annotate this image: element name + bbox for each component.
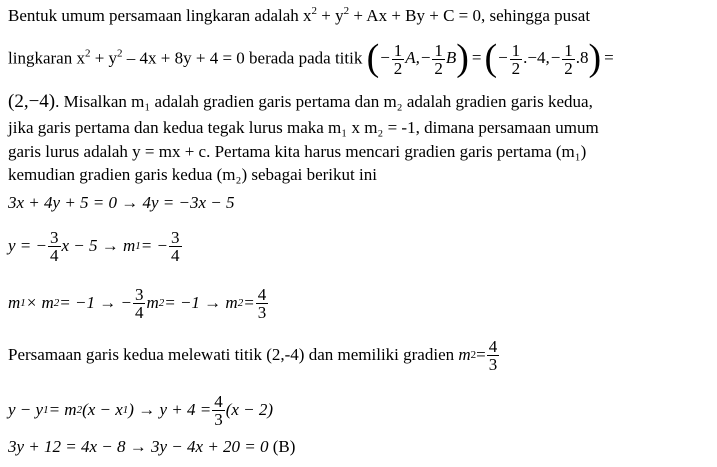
text-line-persamaan: Persamaan garis kedua melewati titik (2,-4) dan memiliki gradien m 2 = $\frac{4}{3}$ (8, 336, 498, 374)
fraction: $\frac{3}{4}$ (171, 227, 180, 265)
fraction: $\frac{1}{2}$ (564, 41, 573, 78)
equation-4: y − y 1 = m 2 (x − x 1 ) → y + 4 = $\frac{4}{3}$ (x − 2) (8, 391, 274, 429)
text-line-6: kemudian gradien garis kedua (m₂) sebagai berikut ini (8, 165, 377, 184)
fraction: $\frac{1}{2}$ (393, 41, 403, 78)
equation-5: 3y + 12 = 4x − 8 → 3y − 4x + 20 = 0 (B) (8, 437, 296, 456)
fraction: $\frac{1}{2}$ (434, 41, 443, 78)
fraction: $\frac{3}{4}$ (50, 227, 59, 265)
text-line-5: garis lurus adalah y = mx + c. Pertama kita harus mencari gradien garis pertama (m₁) (8, 142, 587, 161)
equation-3: m 1 × m 2 = −1 → − $\frac{3}{4}$ m 2 = −1 → m 2 = $\frac{4}{3}$ (8, 284, 267, 322)
text-line-3: (2,−4). Misalkan m₁ adalah gradien garis pertama dan m₂ adalah gradien garis kedua, (8, 91, 593, 112)
fraction: $\frac{1}{2}$ (511, 41, 521, 78)
equation-2: y = − $\frac{3}{4}$ x − 5 → m 1 = − $\frac{3}{4}$ (8, 227, 180, 265)
fraction: $\frac{4}{3}$ (488, 336, 498, 374)
answer-label: (B) (272, 437, 296, 456)
equation-1: 3x + 4y + 5 = 0 → 4y = −3x − 5 (8, 193, 235, 212)
fraction: $\frac{3}{4}$ (134, 284, 144, 322)
fraction: $\frac{4}{3}$ (214, 391, 223, 429)
text-line-4: jika garis pertama dan kedua tegak lurus maka m₁ x m₂ = -1, dimana persamaan umum (8, 118, 599, 137)
text-line-1: Bentuk umum persamaan lingkaran adalah $x^2 + y^2 + Ax + By + C = 0$, sehingga pusat (8, 5, 591, 25)
line1-text: Bentuk umum persamaan lingkaran adalah x (8, 6, 312, 25)
text-line-2: lingkaran $x^2 + y^2 - 4x + 8y + 4 = 0$ berada pada titik (− $\frac{1}{2}$ A,− $\frac{1}{2}$ B) =(− $\frac{1}{2}$ .−4,− $\frac{1}{2}$ .8) = (8, 42, 617, 77)
center-expression: (− $\frac{1}{2}$ A,− $\frac{1}{2}$ B) =(− $\frac{1}{2}$ .−4,− $\frac{1}{2}$ .8) = (366, 36, 614, 79)
fraction: $\frac{4}{3}$ (257, 284, 267, 322)
